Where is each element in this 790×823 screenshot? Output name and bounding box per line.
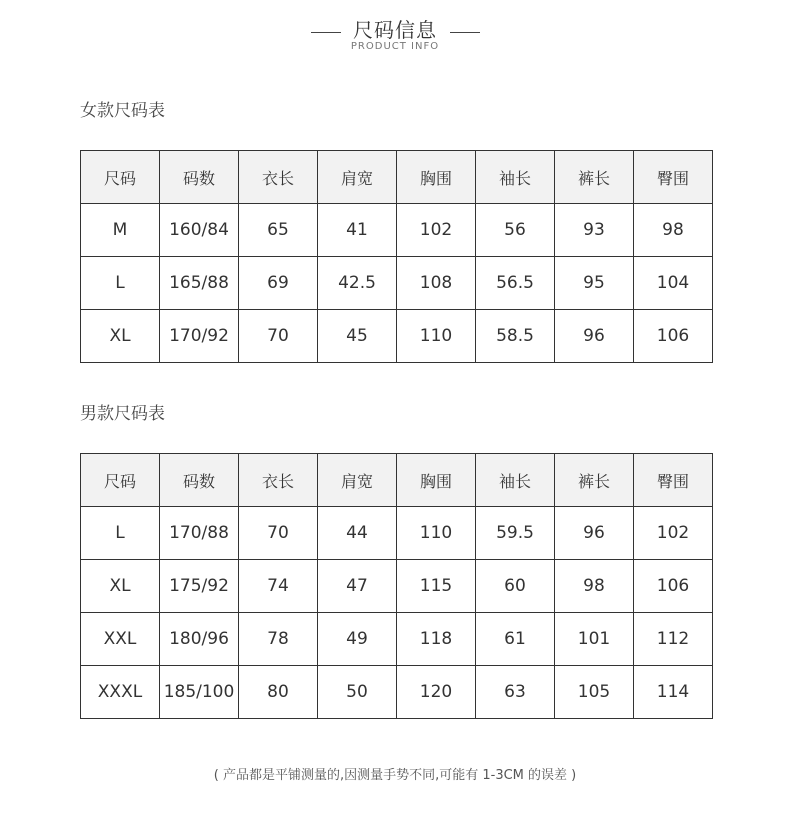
table-cell: 96 — [555, 507, 634, 560]
table-cell: 105 — [555, 666, 634, 719]
table-cell: 56 — [476, 204, 555, 257]
table-cell: 170/88 — [160, 507, 239, 560]
table-cell: 47 — [318, 560, 397, 613]
women-size-table — [80, 150, 713, 363]
table-cell: 70 — [239, 310, 318, 363]
table-cell: 98 — [555, 560, 634, 613]
column-header: 裤长 — [555, 151, 634, 204]
measurement-note: ( 产品都是平铺测量的,因测量手势不同,可能有 1-3CM 的误差 ) — [213, 768, 577, 783]
men-section-title: 男款尺码表 — [80, 404, 165, 424]
table-cell: 56.5 — [476, 257, 555, 310]
table-cell: 61 — [476, 613, 555, 666]
table-cell: XXXL — [81, 666, 160, 719]
table-cell: 160/84 — [160, 204, 239, 257]
table-row — [81, 310, 713, 363]
table-row — [81, 560, 713, 613]
table-cell: 106 — [634, 310, 713, 363]
table-cell: 102 — [634, 507, 713, 560]
table-row — [81, 666, 713, 719]
page-subtitle: PRODUCT INFO — [350, 41, 440, 52]
table-cell: 49 — [318, 613, 397, 666]
table-header-row — [81, 151, 713, 204]
table-cell: 59.5 — [476, 507, 555, 560]
table-cell: 102 — [397, 204, 476, 257]
table-cell: 185/100 — [160, 666, 239, 719]
page-header — [0, 12, 790, 62]
table-cell: 180/96 — [160, 613, 239, 666]
table-cell: 106 — [634, 560, 713, 613]
column-header: 胸围 — [397, 454, 476, 507]
table-cell: L — [81, 507, 160, 560]
table-cell: XL — [81, 310, 160, 363]
table-cell: 115 — [397, 560, 476, 613]
women-section-title: 女款尺码表 — [80, 101, 165, 121]
table-cell: 98 — [634, 204, 713, 257]
column-header: 码数 — [160, 454, 239, 507]
table-cell: 118 — [397, 613, 476, 666]
table-header-row — [81, 454, 713, 507]
column-header: 肩宽 — [318, 151, 397, 204]
column-header: 尺码 — [81, 454, 160, 507]
table-cell: 44 — [318, 507, 397, 560]
table-cell: 65 — [239, 204, 318, 257]
table-cell: 101 — [555, 613, 634, 666]
table-cell: 74 — [239, 560, 318, 613]
table-cell: 80 — [239, 666, 318, 719]
column-header: 臀围 — [634, 454, 713, 507]
column-header: 裤长 — [555, 454, 634, 507]
table-cell: 170/92 — [160, 310, 239, 363]
table-cell: 95 — [555, 257, 634, 310]
table-cell: 60 — [476, 560, 555, 613]
table-cell: 50 — [318, 666, 397, 719]
column-header: 尺码 — [81, 151, 160, 204]
column-header: 袖长 — [476, 454, 555, 507]
table-cell: 175/92 — [160, 560, 239, 613]
column-header: 衣长 — [239, 454, 318, 507]
column-header: 臀围 — [634, 151, 713, 204]
table-cell: 78 — [239, 613, 318, 666]
table-cell: 112 — [634, 613, 713, 666]
table-cell: 45 — [318, 310, 397, 363]
table-cell: 110 — [397, 507, 476, 560]
table-cell: 165/88 — [160, 257, 239, 310]
column-header: 码数 — [160, 151, 239, 204]
table-cell: 114 — [634, 666, 713, 719]
table-cell: 63 — [476, 666, 555, 719]
table-row — [81, 507, 713, 560]
table-row — [81, 257, 713, 310]
table-cell: 104 — [634, 257, 713, 310]
column-header: 袖长 — [476, 151, 555, 204]
table-cell: M — [81, 204, 160, 257]
table-cell: 41 — [318, 204, 397, 257]
header-divider-right — [450, 32, 480, 33]
table-row — [81, 613, 713, 666]
column-header: 胸围 — [397, 151, 476, 204]
table-cell: L — [81, 257, 160, 310]
table-cell: 110 — [397, 310, 476, 363]
table-cell: 108 — [397, 257, 476, 310]
table-row — [81, 204, 713, 257]
table-cell: 42.5 — [318, 257, 397, 310]
table-cell: 58.5 — [476, 310, 555, 363]
men-size-table — [80, 453, 713, 719]
column-header: 肩宽 — [318, 454, 397, 507]
table-cell: XL — [81, 560, 160, 613]
table-cell: XXL — [81, 613, 160, 666]
table-cell: 70 — [239, 507, 318, 560]
table-cell: 96 — [555, 310, 634, 363]
table-cell: 120 — [397, 666, 476, 719]
column-header: 衣长 — [239, 151, 318, 204]
page-title: 尺码信息 — [353, 18, 437, 42]
table-cell: 93 — [555, 204, 634, 257]
table-cell: 69 — [239, 257, 318, 310]
